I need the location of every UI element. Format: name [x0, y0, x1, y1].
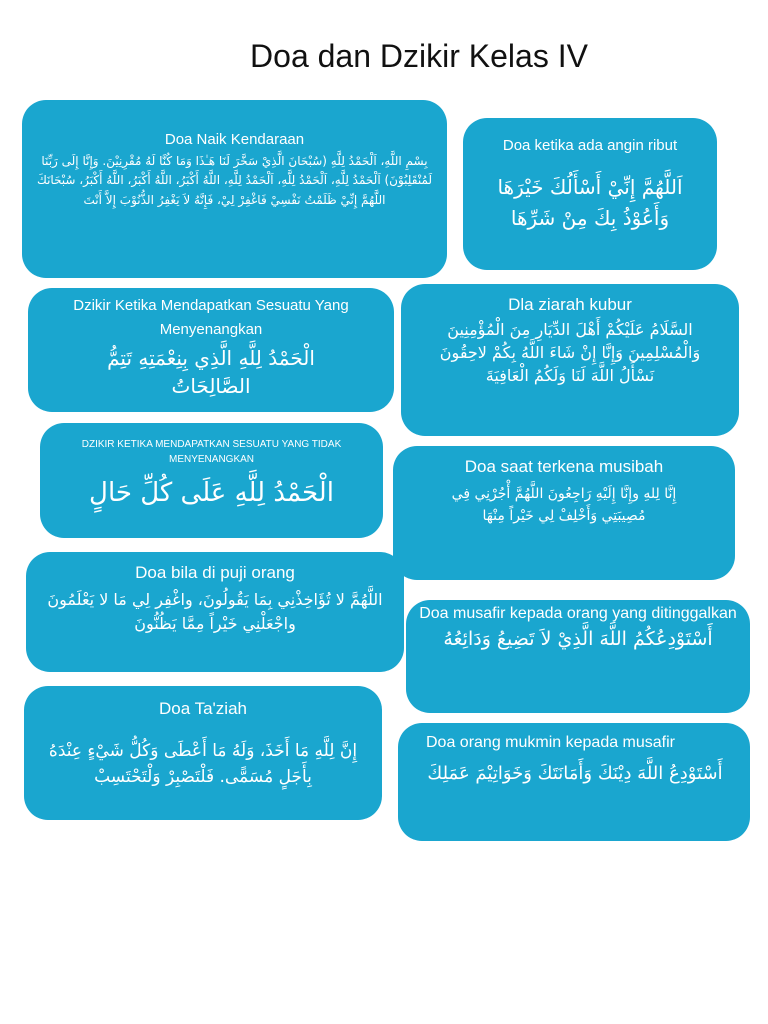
- card-heading: Doa bila di puji orang: [135, 563, 295, 582]
- card-arabic: السَّلَامُ عَلَيْكُمْ أَهْلَ الدِّيَارِ مِنَ الْمُؤْمِنِينَ وَالْمُسْلِمِينَ وَإِنَّا إِنْ شَاءَ اللَّهُ بِكُمْ لاحِقُونَ نَسْأَلُ اللَّهَ لَنَا وَلَكُمُ الْعَافِيَةَ: [439, 320, 701, 386]
- card-heading: DZIKIR KETIKA MENDAPATKAN SESUATU YANG TIDAK MENYENANGKAN: [81, 439, 342, 465]
- card-doa-taziah: [24, 686, 382, 820]
- card-ziarah-kubur: [401, 284, 739, 436]
- card-arabic: الْحَمْدُ لِلَّهِ الَّذِي بِنِعْمَتِهِ تَتِمُّ الصَّالِحَاتُ: [107, 346, 315, 398]
- card-doa-naik-kendaraan: [22, 100, 447, 278]
- card-arabic: الْحَمْدُ لِلَّهِ عَلَى كُلِّ حَالٍ: [89, 478, 334, 508]
- card-arabic: اَللَّهُمَّ إِنِّيْ أَسْأَلُكَ خَيْرَهَا وَأَعُوْذُ بِكَ مِنْ شَرِّهَا: [497, 174, 683, 230]
- card-arabic: إِنَّ لِلَّهِ مَا أَخَذَ، وَلَهُ مَا أَعْطَى وَكُلُّ شَيْءٍ عِنْدَهُ بِأَجَلٍ مُسَمًّى. فَلْتَصْبِرْ وَلْتَحْتَسِبْ: [48, 741, 358, 788]
- card-heading: Doa saat terkena musibah: [464, 457, 664, 476]
- card-arabic: بِسْمِ اللَّهِ، اَلْحَمْدُ لِلَّهِ (سُبْحَانَ الَّذِيْ سَخَّرَ لَنَا هَـٰذَا وَمَا كُنَّا لَهُ مُقْرِنِيْنَ. وَإِنَّا إِلَى رَبِّنَا لَمُنْقَلِبُوْنَ) اَلْحَمْدُ لِلَّهِ، اَلْحَمْدُ لِلَّهِ، اَلْحَمْدُ لِلَّهِ، اللَّهُ أَكْبَرُ، اللَّهُ أَكْبَرُ، اللَّهُ أَكْبَرُ، سُبْحَانَكَ اللَّهُمَّ إِنِّيْ ظَلَمْتُ نَفْسِيْ فَاغْفِرْ لِيْ، فَإِنَّهُ لاَ يَغْفِرُ الذُّنُوْبَ إِلاَّ أَنْتَ: [36, 153, 433, 208]
- card-dzikir-tidak-menyenangkan: [40, 423, 383, 538]
- card-arabic: اللَّهُمَّ لا تُؤَاخِذْنِي بِمَا يَقُولُونَ، واغْفِر لِي مَا لا يَعْلَمُونَ واجْعَلْنِي خَيْراً مِمَّا يَظُنُّونَ: [47, 590, 383, 634]
- card-heading: Doa Ta'ziah: [159, 699, 247, 718]
- card-heading: Doa Naik Kendaraan: [164, 131, 305, 148]
- card-doa-musibah: [393, 446, 735, 580]
- card-arabic: أَسْتَوْدِعُ اللَّهَ دِيْنَكَ وَأَمَانَتَكَ وَخَوَاتِيْمَ عَمَلِكَ: [427, 762, 723, 784]
- card-arabic: أَسْتَوْدِعُكُمُ اللَّهَ الَّذِيْ لاَ تَضِيعُ وَدَائِعُهُ: [443, 627, 713, 650]
- card-doa-mukmin-musafir: [398, 723, 750, 841]
- card-heading: Doa orang mukmin kepada musafir: [426, 734, 676, 751]
- card-heading: Dzikir Ketika Mendapatkan Sesuatu Yang Menyenangkan: [73, 297, 349, 338]
- card-doa-dipuji: [26, 552, 404, 672]
- page-title: Doa dan Dzikir Kelas IV: [250, 38, 588, 74]
- card-heading: Doa musafir kepada orang yang ditinggalkan: [419, 605, 737, 622]
- card-arabic: إِنَّا لِلهِ وإِنَّا إِلَيْهِ رَاجِعُونَ اللَّهُمَّ أْجُرْنِي فِي مُصِيبَتِي وَأَخْلِفْ لِي خَيْراً مِنْهَا: [451, 486, 677, 524]
- card-doa-musafir-ditinggalkan: [406, 600, 750, 713]
- card-heading: Doa ketika ada angin ribut: [502, 137, 678, 154]
- card-heading: Dla ziarah kubur: [508, 295, 632, 314]
- card-dzikir-menyenangkan: [28, 288, 394, 412]
- card-doa-angin-ribut: [463, 118, 717, 270]
